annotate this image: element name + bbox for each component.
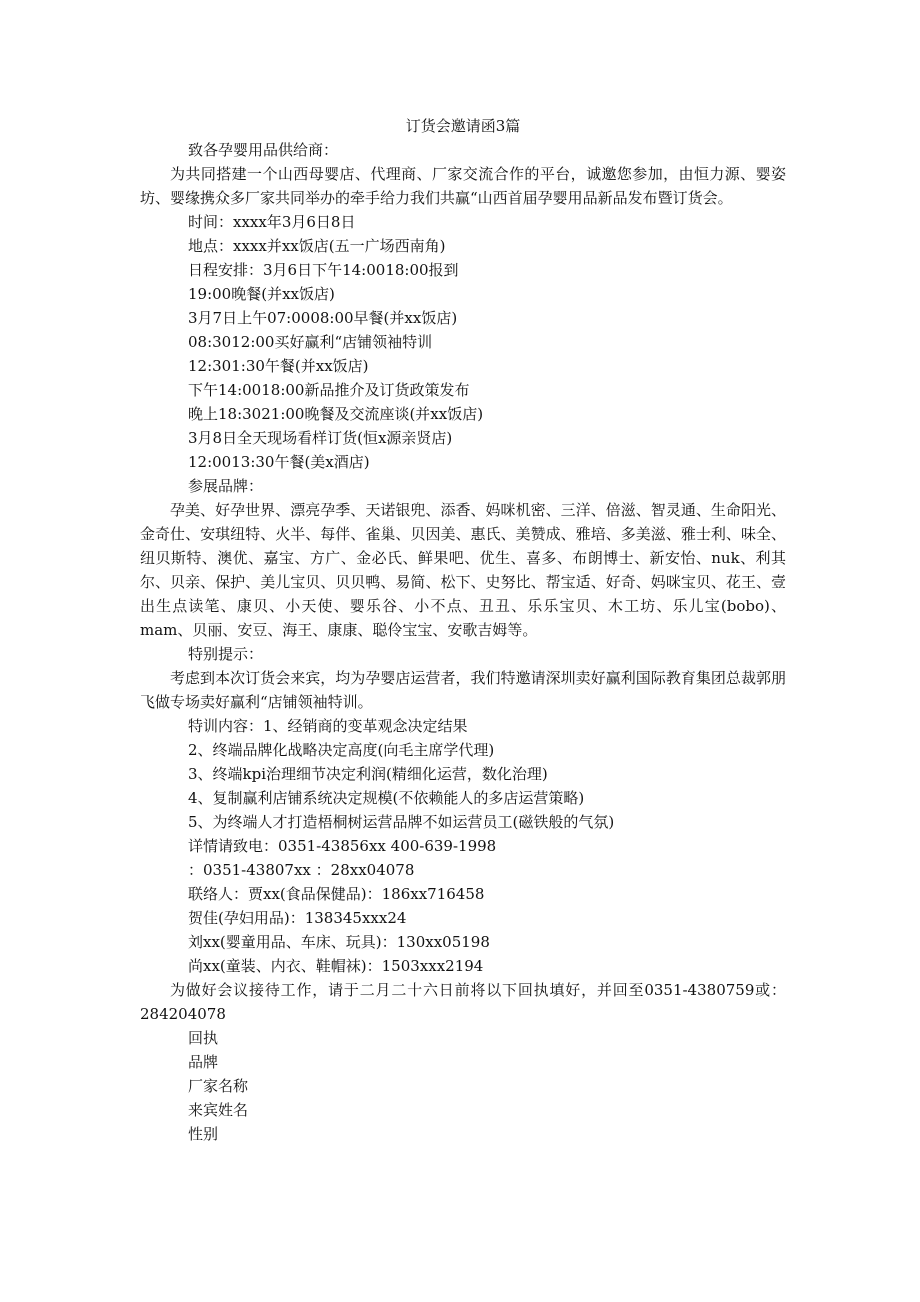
contact-phone-line: 详情请致电：0351-43856xx 400-639-1998 (188, 837, 497, 855)
info-line-location: 地点：xxxx并xx饭店(五一广场西南角) (188, 237, 446, 255)
schedule-item: 3月8日全天现场看样订货(恒x源亲贤店) (188, 429, 453, 447)
form-field-label: 厂家名称 (188, 1077, 249, 1095)
training-line: 特训内容：1、经销商的变革观念决定结果 (188, 717, 468, 735)
info-line-time: 时间：xxxx年3月6日8日 (188, 213, 356, 231)
contact-person-line: 尚xx(童装、内衣、鞋帽袜)：1503xxx2194 (188, 957, 484, 975)
training-line: 4、复制赢利店铺系统决定规模(不依赖能人的多店运营策略) (188, 789, 585, 807)
schedule-item: 12:0013:30午餐(美x酒店) (188, 453, 370, 471)
schedule-item: 下午14:0018:00新品推介及订货政策发布 (188, 381, 470, 399)
special-paragraph: 考虑到本次订货会来宾，均为孕婴店运营者，我们特邀请深圳卖好赢利国际教育集团总裁郭朋飞做专场卖好赢利“店铺领袖特训。 (140, 669, 786, 711)
schedule-item: 晚上18:3021:00晚餐及交流座谈(并xx饭店) (188, 405, 484, 423)
contact-person-line: 刘xx(婴童用品、车床、玩具)：130xx05198 (188, 933, 490, 951)
training-line: 5、为终端人才打造梧桐树运营品牌不如运营员工(磁铁般的气氛) (188, 813, 615, 831)
contact-person-line: 贺佳(孕妇用品)：138345xxx24 (188, 909, 407, 927)
form-field-label: 来宾姓名 (188, 1101, 249, 1119)
info-line-schedule: 日程安排：3月6日下午14:0018:00报到 (188, 261, 459, 279)
brands-paragraph: 孕美、好孕世界、漂亮孕季、天诺银兜、添香、妈咪机密、三洋、倍滋、智灵通、生命阳光、金奇仕、安琪纽特、火半、每伴、雀巢、贝因美、惠氏、美赞成、雅培、多美滋、雅士利、味全、纽贝斯特、澳优、嘉宝、方广、金必氏、鲜果吧、优生、喜多、布朗博士、新安怡、nuk、利其尔、贝亲、保护、美儿宝贝、贝贝鸭、易简、松下、史努比、帮宝适、好奇、妈咪宝贝、花王、壹出生点读笔、康贝、小天使、婴乐谷、小不点、丑丑、乐乐宝贝、木工坊、乐儿宝(bobo)、mam、贝丽、安豆、海王、康康、聪伶宝宝、安歌吉姆等。 (140, 501, 786, 639)
document-page (140, 114, 786, 1146)
schedule-item: 3月7日上午07:0008:00早餐(并xx饭店) (188, 309, 458, 327)
salutation: 致各孕婴用品供给商： (188, 141, 339, 159)
intro-paragraph: 为共同搭建一个山西母婴店、代理商、厂家交流合作的平台，诚邀您参加，由恒力源、婴姿坊、婴缘携众多厂家共同举办的牵手给力我们共赢“山西首届孕婴用品新品发布暨订货会。 (140, 165, 786, 207)
reply-note-paragraph: 为做好会议接待工作，请于二月二十六日前将以下回执填好，并回至0351-4380759或：284204078 (140, 981, 786, 1023)
schedule-item: 19:00晚餐(并xx饭店) (188, 285, 335, 303)
training-line: 2、终端品牌化战略决定高度(向毛主席学代理) (188, 741, 495, 759)
special-label: 特别提示： (188, 645, 264, 663)
contact-person-line: 联络人：贾xx(食品保健品)：186xx716458 (188, 885, 485, 903)
form-heading: 回执 (188, 1029, 219, 1047)
training-line: 3、终端kpi治理细节决定利润(精细化运营，数化治理) (188, 765, 548, 783)
schedule-item: 12:301:30午餐(并xx饭店) (188, 357, 369, 375)
schedule-item: 08:3012:00买好赢利“店铺领袖特训 (188, 333, 433, 351)
contact-fax-line: ：0351-43807xx ：28xx04078 (188, 861, 415, 879)
form-field-label: 性别 (188, 1125, 219, 1143)
document-title: 订货会邀请函3篇 (405, 117, 521, 135)
form-field-label: 品牌 (188, 1053, 219, 1071)
brands-label: 参展品牌： (188, 477, 264, 495)
